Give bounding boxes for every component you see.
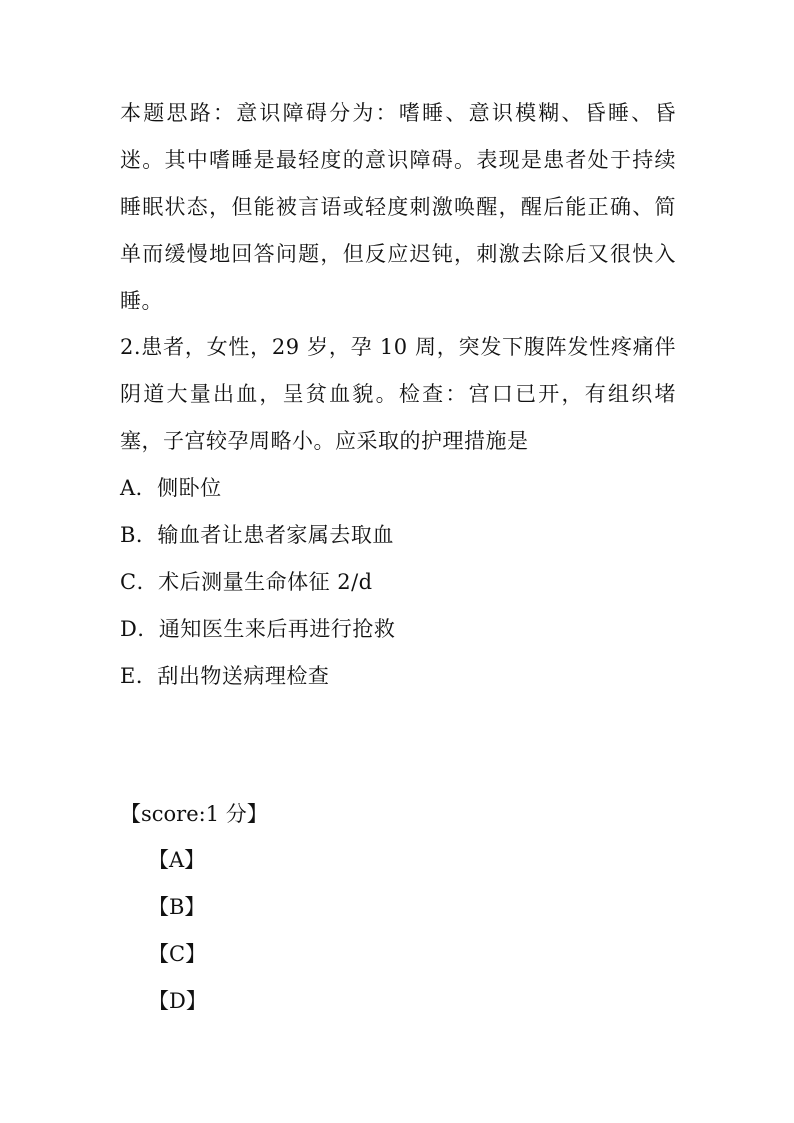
option-c: C．术后测量生命体征 2/d [120, 570, 373, 594]
option-b: B．输血者让患者家属去取血 [120, 523, 394, 547]
option-a: A．侧卧位 [120, 476, 222, 500]
explanation-paragraph: 本题思路：意识障碍分为：嗜睡、意识模糊、昏睡、昏迷。其中嗜睡是最轻度的意识障碍。表现是患者处于持续睡眠状态，但能被言语或轻度刺激唤醒，醒后能正确、简单而缓慢地回答问题，但反应迟钝，刺激去除后又很快入睡。 [120, 101, 676, 313]
answer-choice-c[interactable]: 【C】 [148, 942, 207, 966]
answer-choice-a[interactable]: 【A】 [148, 848, 206, 872]
answer-choice-d[interactable]: 【D】 [148, 989, 207, 1013]
question-stem: 2.患者，女性，29 岁，孕 10 周，突发下腹阵发性疼痛伴阴道大量出血，呈贫血貌。检查：宫口已开，有组织堵塞，子宫较孕周略小。应采取的护理措施是 [120, 335, 676, 453]
answer-choice-b[interactable]: 【B】 [148, 895, 206, 919]
score-label: 【score:1 分】 [120, 802, 268, 826]
option-e: E．刮出物送病理检查 [120, 664, 330, 688]
option-d: D．通知医生来后再进行抢救 [120, 617, 396, 641]
